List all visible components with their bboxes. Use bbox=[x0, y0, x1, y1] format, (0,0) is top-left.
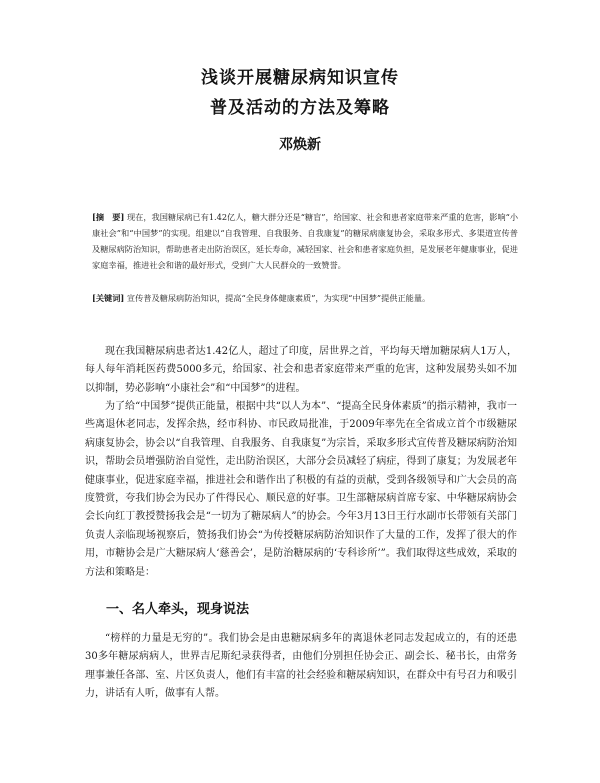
body-paragraph-3: “榜样的力量是无穷的”。我们协会是由患糖尿病多年的离退休老同志发起成立的，有的还患30多年糖尿病病人，世界吉尼斯纪录获得者，由他们分别担任协会正、副会长、秘书长，由常务理事兼任各部、室、片区负责人，他们有丰富的社会经验和糖尿病知识，在群众中有号召力和吸引力，讲话有人听，做事有人帮。 bbox=[85, 633, 517, 700]
body-paragraph-1: 现在我国糖尿病患者达1.42亿人，超过了印度，居世界之首，平均每天增加糖尿病人1万人，每人每年消耗医药费5000多元，给国家、社会和患者家庭带来严重的危害，这种发展势头如不加以抑制，势必影响“小康社会”和“中国梦”的进程。 bbox=[85, 346, 517, 394]
abstract-label: [摘 要] bbox=[92, 212, 125, 222]
section-heading: 一、名人牵头，现身说法 bbox=[106, 602, 250, 617]
article-title-line-2: 普及活动的方法及筹略 bbox=[210, 98, 390, 118]
author-name: 邓焕新 bbox=[279, 137, 321, 153]
keywords bbox=[92, 290, 518, 306]
body-paragraph-2: 为了给“中国梦”提供正能量，根据中共“以人为本”、“提高全民身体素质”的指示精神，我市一些离退休老同志，发挥余热，经市科协、市民政局批准，于2009年率先在全省成立首个市级糖尿病康复协会，协会以“自我管理、自我服务、自我康复”为宗旨，采取多形式宣传普及糖尿病防治知识，帮助会员增强防治自觉性，走出防治误区，大部分会员减轻了病症，得到了康复；为发展老年健康事业，促进家庭幸福，推进社会和谐作出了积极的有益的贡献，受到各级领导和广大会员的高度赞赏，夸我们协会为民办了件得民心、顺民意的好事。卫生部糖尿病首席专家、中华糖尿病协会会长向红丁教授赞扬我会是“一切为了糖尿病人”的协会。今年3月13日王行水副市长带领有关部门负责人亲临现场视察后，赞扬我们协会“为传授糖尿病防治知识作了大量的工作，发挥了很大的作用，市糖协会是广大糖尿病人‘慈善会’，是防治糖尿病的‘专科诊所’”。我们取得这些成效，采取的方法和策略是： bbox=[85, 401, 517, 578]
keywords-label: [关键词] bbox=[92, 293, 125, 303]
article-title-line-1: 浅谈开展糖尿病知识宣传 bbox=[201, 68, 399, 88]
abstract bbox=[92, 209, 518, 273]
abstract-text: 现在，我国糖尿病已有1.42亿人，糖大群分还是“糖盲”，给国家、社会和患者家庭带来严重的危害，影响“小康社会”和“中国梦”的实现。组建以“自我管理、自我服务、自我康复”的糖尿病康复协会，采取多形式、多渠道宣传普及糖尿病防治知识，帮助患者走出防治误区，延长寿命，减轻国家、社会和患者家庭负担，是发展老年健康事业，促进家庭幸福，推进社会和谐的最好形式，受到广大人民群众的一致赞誉。 bbox=[92, 212, 519, 270]
keywords-text: 宣传普及糖尿病防治知识，提高“全民身体健康素质”，为实现“中国梦”提供正能量。 bbox=[126, 293, 431, 303]
